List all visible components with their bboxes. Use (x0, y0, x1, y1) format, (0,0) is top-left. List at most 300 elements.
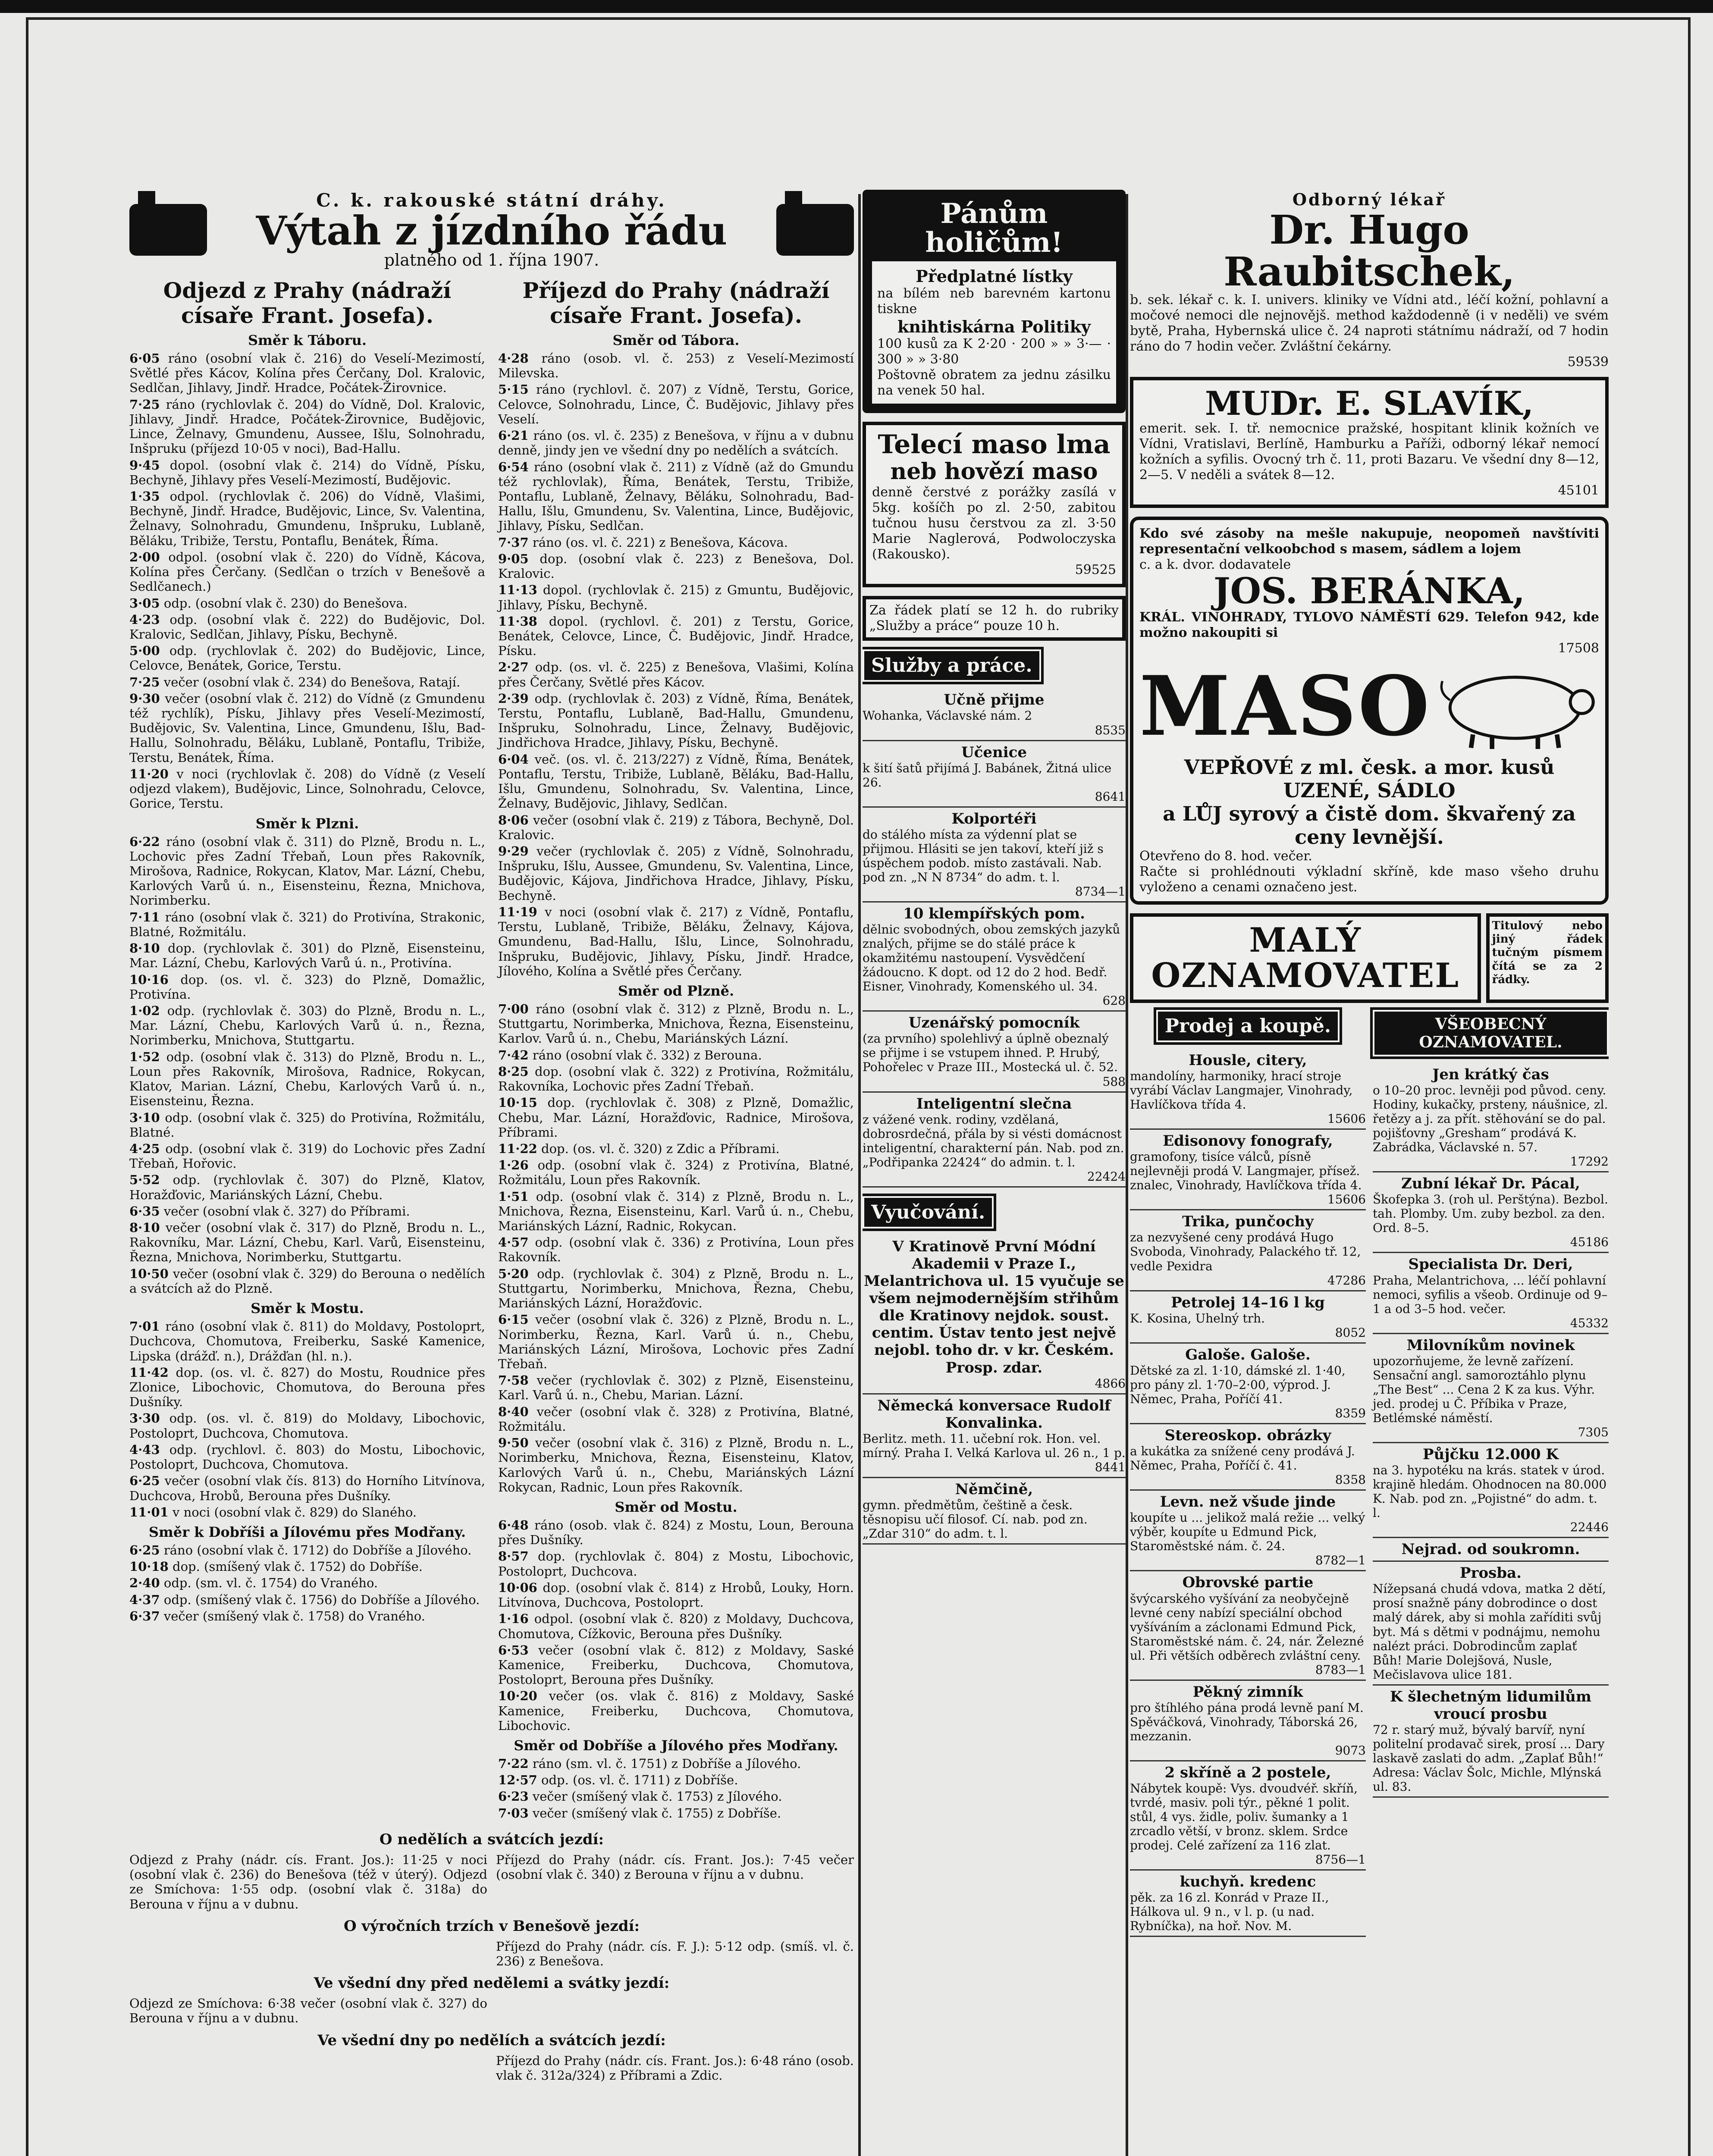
train-description: večer (rychlovlak č. 302) z Plzně, Eisensteinu, Karl. Varů ú. n., Chebu, Marian. Lázní. (498, 1373, 854, 1403)
maso-title: MASO (1139, 658, 1431, 754)
special-note-left (129, 2053, 487, 2083)
departures-title: Odjezd z Prahy (nádraží císaře Frant. Josefa). (163, 278, 452, 328)
holicum-title: Pánům holičům! (925, 197, 1063, 259)
train-time: 10·15 (498, 1095, 537, 1110)
classified-ad (1373, 1443, 1609, 1538)
classified-number: 4866 (1095, 1376, 1126, 1391)
train-time: 7·03 (498, 1805, 529, 1821)
classified-number: 7305 (1578, 1425, 1609, 1439)
doctor-text: b. sek. lékař c. k. I. univers. kliniky ve Vídni atd., léčí kožní, pohlavní a močové nemoci dle nejnovějš. method každodenně (i v neděli) ve svém bytě, Praha, Hybernská ulice č. 24 naproti státnímu nádraží, od 7 hodin ráno do 7 hodin večer. Zvláštní čekárny. (1130, 292, 1609, 354)
special-note-title: Ve všední dny po nedělích a svátcích jezdí: (317, 2031, 666, 2049)
train-description: večer (osobní vlak čís. 813) do Horního Litvínova, Duchcova, Hrobů, Berouna přes Dušníky. (129, 1473, 486, 1503)
teleci-sub: neb hovězí maso (890, 458, 1098, 485)
train-entry (498, 1643, 854, 1687)
train-time: 8·57 (498, 1549, 529, 1564)
classified-ad (1373, 1334, 1609, 1443)
classified-ad (1373, 1686, 1609, 1798)
train-description: v noci (rychlovlak č. 208) do Vídně (z Veselí odjezd vlakem), Budějovic, Lince, Solnohradu, Celovce, Gorice, Terstu. (129, 766, 486, 811)
vyucovani-label: Vyučování. (863, 1196, 994, 1228)
classified-number: 45332 (1570, 1316, 1609, 1330)
classified-ad (1130, 1571, 1366, 1680)
classified-text: za nezvyšené ceny prodává Hugo Svoboda, Vinohrady, Palackého tř. 12, vedle Pexidra (1130, 1230, 1361, 1273)
doctor-num: 59539 (1567, 354, 1609, 370)
doctor-label: Odborný lékař (1292, 190, 1446, 209)
train-time: 3·30 (129, 1411, 160, 1426)
train-description: večer (smíšený vlak č. 1758) do Vraného. (163, 1608, 425, 1623)
train-description: odp. (osobní vlak č. 222) do Budějovic, Dol. Kralovic, Sedlčan, Jihlavy, Písku, Bechyně. (129, 612, 486, 642)
classified-ad (863, 1395, 1126, 1478)
timetable-column (129, 190, 854, 2156)
train-description: ráno (os. vl. č. 235) z Benešova, v říjnu a v dubnu denně, jindy jen ve všední dny po nedělích a svátcích. (498, 428, 854, 458)
locomotive-icon (129, 204, 207, 256)
classified-number: 8641 (1095, 789, 1126, 804)
train-time: 7·00 (498, 1001, 529, 1016)
beranek-ad (1130, 517, 1609, 905)
classified-heading: Jen krátký čas (1432, 1065, 1549, 1083)
train-description: odp. (rychlovlak č. 202) do Budějovic, Lince, Celovce, Benátek, Gorice, Terstu. (129, 643, 486, 673)
prodej-column (1130, 1010, 1366, 1937)
special-note-right: Příjezd do Prahy (nádr. cís. Frant. Jos.): 7·45 večer (osobní vlak č. 340) z Berouna v říjnu a v dubnu. (496, 1852, 854, 1882)
classified-text: Wohanka, Václavské nám. 2 (863, 708, 1032, 723)
train-time: 11·13 (498, 583, 537, 598)
beranek-intro: Kdo své zásoby na mešle nakupuje, neopomeň navštíviti representační velkoobchod s masem, sádlem a lojem (1139, 526, 1599, 557)
train-description: v noci (osobní vlak č. 829) do Slaného. (173, 1504, 417, 1520)
classified-ad (1130, 1761, 1366, 1871)
classified-text: Nížepsaná chudá vdova, matka 2 dětí, prosí snažně pány dobrodince o dost malý dárek, aby si mohla zaříditi svůj byt. Má s dětmi v podnájmu, nemohu nalézt práci. Dobrodincům zaplať Bůh! Marie Dolejšová, Nusle, Mečislavova ulice 181. (1373, 1582, 1606, 1682)
train-entry (129, 489, 485, 548)
beranek-addr: KRÁL. VINOHRADY, TYLOVO NÁMĚSTÍ 629. Telefon 942, kde možno nakoupiti si (1139, 610, 1599, 641)
train-description: dop. (osobní vlak č. 322) z Protivína, Rožmitálu, Rakovníka, Lochovic přes Zadní Třebaň. (498, 1064, 854, 1094)
slavik-ad (1130, 377, 1609, 508)
train-entry (498, 1404, 854, 1434)
classified-heading: 2 skříně a 2 postele, (1164, 1764, 1331, 1781)
doctor-name: Dr. Hugo Raubitschek, (1224, 207, 1515, 295)
train-time: 6·37 (129, 1608, 160, 1623)
classified-text: o 10–20 proc. levněji pod původ. ceny. Hodiny, kukačky, prsteny, náušnice, zl. řetězy a j. za přít. stěhování se do pal. pojišťovny „Gresham“ prodává K. Zabrádka, Václavské n. 57. (1373, 1083, 1608, 1155)
train-time: 11·42 (129, 1365, 169, 1380)
classified-ad (863, 808, 1126, 903)
train-time: 6·15 (498, 1312, 529, 1327)
train-description: ráno (osob. vlak č. 824) z Mostu, Loun, Berouna přes Dušníky. (498, 1517, 854, 1548)
beranek-line2: a LŮJ syrový a čistě dom. škvařený za ceny levnější. (1163, 802, 1576, 849)
train-description: odp. (osobní vlak č. 313) do Plzně, Brodu n. L., Loun přes Rakovník, Mirošova, Radnice, Rokycan, Klatov, Marian. Lázní, Chebu, Karlových Varů ú. n., Eisensteinu, Řezna. (129, 1049, 485, 1109)
classified-heading: Milovníkům novinek (1406, 1336, 1575, 1354)
train-description: večer (smíšený vlak č. 1753) z Jílového. (532, 1789, 782, 1804)
train-time: 1·51 (498, 1189, 529, 1204)
vseobecny-column (1373, 1010, 1609, 1937)
train-description: dop. (smíšený vlak č. 1752) do Dobříše. (173, 1559, 423, 1574)
train-description: dop. (rychlovlak č. 301) do Plzně, Eisensteinu, Mar. Lázní, Chebu, Karlových Varů ú. n., Protivína. (129, 941, 485, 971)
classified-number: 8734—1 (1075, 884, 1126, 899)
train-time: 2·40 (129, 1576, 160, 1591)
train-entry (129, 675, 485, 689)
railway-name: C. k. rakouské státní dráhy. (316, 190, 667, 211)
classified-ad (1373, 1538, 1609, 1562)
train-description: dop. (rychlovlak č. 308) z Plzně, Domažlic, Chebu, Mar. Lázní, Horažďovic, Radnice, Mirošova, Příbrami. (498, 1095, 854, 1140)
train-time: 4·37 (129, 1592, 160, 1607)
classifieds-grid (1130, 1010, 1609, 1937)
train-entry (129, 1576, 485, 1590)
train-entry (129, 1365, 485, 1410)
train-description: ráno (osob. vl. č. 253) z Veselí-Mezimostí Milevska. (498, 351, 854, 381)
train-time: 6·25 (129, 1542, 160, 1557)
special-note-row (129, 1996, 854, 2027)
classified-number: 8359 (1335, 1406, 1366, 1420)
train-description: odp. (sm. vl. č. 1754) do Vraného. (163, 1576, 378, 1591)
train-time: 7·25 (129, 674, 160, 689)
train-time: 6·22 (129, 834, 160, 849)
train-description: odp. (os. vl. č. 819) do Moldavy, Libochovic, Postoloprt, Duchcova, Chomutova. (129, 1411, 486, 1441)
train-time: 10·20 (498, 1689, 537, 1704)
classified-ad (1130, 1049, 1366, 1130)
train-time: 2·27 (498, 660, 529, 675)
direction-heading: Směr od Tábora. (612, 332, 740, 348)
train-description: odp. (osobní vlak č. 325) do Protivína, Rožmitálu, Blatné. (129, 1110, 486, 1140)
holicum-note: Poštovně obratem za jednu zásilku na venek 50 hal. (877, 367, 1111, 398)
classified-heading: Stereoskop. obrázky (1164, 1426, 1331, 1444)
train-time: 4·43 (129, 1442, 160, 1457)
train-description: dopol. (osobní vlak č. 214) do Vídně, Písku, Bechyně, Jihlavy přes Veselí-Mezimostí, Budějovic. (129, 458, 485, 487)
train-entry (498, 1611, 854, 1641)
classified-heading: 10 klempířských pom. (903, 905, 1085, 923)
teleci-text: denně čerstvé z porážky zasílá v 5kg. košíčh po zl. 2·50, zabitou tučnou husu čerstvou za zl. 3·50 Marie Naglerová, Podwoloczyska (Rakousko). (872, 485, 1116, 562)
direction-heading: Směr k Mostu. (251, 1300, 364, 1317)
train-description: dopol. (rychlovl. č. 201) z Terstu, Gorice, Benátek, Celovce, Lince, Č. Budějovic, Jindř. Hradce, Písku. (498, 614, 854, 658)
holicum-printer: knihtiskárna Politiky (897, 317, 1091, 337)
classified-ad (863, 1478, 1126, 1545)
classified-heading: Učenice (961, 743, 1027, 761)
train-entry (129, 351, 485, 395)
train-time: 6·04 (498, 752, 529, 767)
classified-ad (863, 1235, 1126, 1395)
classified-text: z vážené venk. rodiny, vzdělaná, dobrosrdečná, přála by si vésti domácnost inteligentní, charakterní pán. Nab. pod zn. „Podřipanka 22424“ do admin. t. l. (863, 1112, 1124, 1169)
classified-number: 15606 (1327, 1192, 1366, 1207)
train-entry (129, 1050, 485, 1109)
direction-heading: Směr k Táboru. (248, 332, 367, 348)
classified-heading: K šlechetným lidumilům vroucí prosbu (1390, 1688, 1591, 1723)
train-time: 5·52 (129, 1172, 160, 1188)
classified-ad (1130, 1681, 1366, 1761)
train-time: 11·19 (498, 904, 537, 919)
holicum-desc: na bílém neb barevném kartonu tiskne (877, 286, 1111, 317)
train-description: večer (osobní vlak č. 329) do Berouna o nedělích a svátcích až do Plzně. (129, 1266, 485, 1296)
train-description: večer (osobní vlak č. 812) z Moldavy, Saské Kamenice, Freiberku, Duchcova, Chomutova, Postoloprt, Berouna přes Dušníky. (498, 1642, 854, 1687)
train-entry (129, 767, 485, 811)
train-description: večer (osobní vlak č. 327) do Příbrami. (163, 1203, 410, 1219)
teleci-num: 59525 (1075, 562, 1116, 578)
train-time: 11·01 (129, 1504, 169, 1520)
train-time: 10·50 (129, 1266, 169, 1281)
train-description: večer (osobní vlak č. 212) do Vídně (z Gmundenu též rychlík), Písku, Jihlavy přes Veselí-Mezimostí, Budějovic, Sv. Valentina, Lince, Gmundenu, Išlu, Bad-Hallu, Solnohradu, Běláku, Lublaně, Pontaflu, Tribiže, Terstu, Benátek, Říma. (129, 691, 485, 765)
locomotive-icon (776, 204, 854, 256)
train-time: 5·20 (498, 1266, 529, 1281)
special-note-left: Odjezd z Prahy (nádr. cís. Frant. Jos.): 11·25 v noci (osobní vlak č. 236) do Benešova (též v úterý). Odjezd ze Smíchova: 1·55 odp. (osobní vlak č. 318a) do Berouna v říjnu a v dubnu. (129, 1852, 487, 1912)
train-time: 10·06 (498, 1580, 537, 1595)
train-description: ráno (rychlovlak č. 204) do Vídně, Dol. Kralovic, Jihlavy, Jindř. Hradce, Počátek-Žirovnice, Budějovic, Lince, Želnavy, Gmundenu, Aussee, Išlu, Solnohradu, Inšpruku (příjezd 10·05 v noci), Bad-Hallu. (129, 397, 485, 456)
train-entry (498, 1312, 854, 1371)
slavik-text: emerit. sek. I. tř. nemocnice pražské, hospitant klinik kožních ve Vídni, Vratislavi, Berlíně, Hamburku a Paříži, odborný lékař nemocí kožních a syfilis. Ovocný trh č. 11, proti Bazaru. Ve všední dny 8—12, 2—5. V neděli a svátek 8—12. (1139, 420, 1599, 483)
train-description: ráno (sm. vl. č. 1751) z Dobříše a Jílového. (532, 1756, 801, 1771)
train-time: 7·22 (498, 1756, 529, 1771)
classified-ad (1373, 1253, 1609, 1334)
train-description: večer (os. vlak č. 816) z Moldavy, Saské Kamenice, Freiberku, Duchcova, Chomutova, Libochovic. (498, 1689, 854, 1733)
classified-heading: Učně přijme (944, 691, 1045, 709)
classified-text: K. Kosina, Uhelný trh. (1130, 1311, 1265, 1326)
direction-heading: Směr od Dobříše a Jílového přes Modřany. (514, 1737, 838, 1754)
maly-header (1130, 913, 1609, 1003)
classified-text: pro štíhlého pána prodá levně paní M. Spěváčková, Vinohrady, Táborská 26, mezzanin. (1130, 1700, 1364, 1743)
train-description: odpol. (rychlovlak č. 206) do Vídně, Vlašimi, Bechyně, Jindř. Hradce, Budějovic, Lince, Sv. Valentina, Želnavy, Solnohradu, Gmundenu, Inšpruku, Lublaně, Běláku, Tribiže, Terstu, Pontaflu, Benátek, Říma. (129, 489, 485, 548)
train-entry (498, 1002, 854, 1046)
train-time: 8·10 (129, 941, 160, 956)
train-description: odpol. (osobní vlak č. 220) do Vídně, Kácova, Kolína přes Čerčany. (Sedlčan o trzích v Benešově a Sedlčanech.) (129, 549, 485, 594)
train-description: ráno (osobní vlak č. 311) do Plzně, Brodu n. L., Lochovic přes Zadní Třebaň, Loun přes Rakovník, Mirošova, Radnice, Rokycan, Klatov, Mar. Lázní, Chebu, Karlových Varů ú. n., Eisensteinu, Řezna, Mnichova, Norimberku. (129, 834, 485, 908)
special-note-title: O nedělích a svátcích jezdí: (379, 1830, 604, 1848)
classified-text: dělnic svobodných, obou zemských jazyků znalých, přijme se do stálé práce k okamžitému nastoupení. Vysvědčení žádoucno. K dopt. od 12 do 2 hod. Bedř. Eisner, Vinohrady, Komenského ul. 34. (863, 922, 1120, 994)
beranek-name: JOS. BERÁNKA, (1213, 570, 1525, 612)
train-entry (498, 535, 854, 550)
train-time: 8·40 (498, 1404, 529, 1419)
classified-heading: Prosba. (1460, 1564, 1522, 1582)
train-entry (129, 1442, 485, 1472)
train-time: 6·21 (498, 428, 529, 443)
timetable-valid: platného od 1. října 1907. (384, 251, 599, 270)
classified-number: 8535 (1095, 723, 1126, 737)
train-entry (129, 397, 485, 456)
train-entry (129, 1411, 485, 1440)
classified-ad (863, 1012, 1126, 1092)
direction-heading: Směr k Dobříši a Jílovému přes Modřany. (148, 1523, 466, 1540)
train-entry (129, 1505, 485, 1520)
train-time: 6·54 (498, 459, 529, 474)
train-entry (498, 1189, 854, 1234)
classified-text: gramofony, tisíce válců, písně nejlevněji prodá V. Langmajer, přísež. znalec, Vinohrady, Havlíčkova třída 4. (1130, 1150, 1362, 1193)
classified-number: 628 (1102, 993, 1126, 1008)
classified-number: 8782—1 (1315, 1553, 1366, 1568)
train-time: 1·02 (129, 1003, 160, 1018)
classified-text: Praha, Melantrichova, ... léčí pohlavní nemoci, syfilis a všeob. Ordinuje od 9–1 a od 3–5 hod. večer. (1373, 1273, 1608, 1316)
train-description: ráno (osobní vlak č. 216) do Veselí-Mezimostí, Světlé přes Kácov, Kolína přes Čerčany, Dol. Kralovic, Sedlčan, Jihlavy, Jindř. Hradce, Počátek-Žirovnice. (129, 351, 485, 395)
right-ad-column (1130, 190, 1609, 2156)
train-description: odp. (rychlovlak č. 307) do Plzně, Klatov, Horažďovic, Mariánských Lázní, Chebu. (129, 1172, 485, 1202)
train-description: več. (os. vl. č. 213/227) z Vídně, Říma, Benátek, Pontaflu, Terstu, Tribiže, Lublaně, Běláku, Bad-Hallu, Išlu, Gmundenu, Solnohradu, Sv. Valentina, Lince, Želnavy, Budějovic, Jihlavy, Sedlčan. (498, 752, 854, 811)
train-entry (498, 428, 854, 458)
train-description: odp. (rychlovl. č. 803) do Mostu, Libochovic, Postoloprt, Duchcova, Chomutova. (129, 1442, 486, 1472)
departures-column (129, 278, 485, 1822)
arrivals-title: Příjezd do Prahy (nádraží císaře Frant. Josefa). (522, 278, 830, 328)
classified-heading: Housle, citery, (1189, 1051, 1307, 1069)
train-description: ráno (os. vl. č. 221) z Benešova, Kácova. (532, 535, 788, 550)
classified-text: upozorňujeme, že levně zařízení. Sensační angl. samoroztáhlo plynu „The Best“ ... Cena 2 K za kus. Výhr. jed. prodej u Č. Příbika v Praze, Betlémské náměstí. (1373, 1354, 1595, 1425)
timetable-title: Výtah z jízdního řádu (256, 207, 728, 254)
train-entry (129, 458, 485, 487)
holicum-sub: Předplatné lístky (916, 266, 1073, 286)
train-description: odp. (rychlovlak č. 304) z Plzně, Brodu n. L., Stuttgartu, Norimberku, Mnichova, Řezna, Chebu, Mariánských Lázní, Horažďovic. (498, 1266, 854, 1311)
special-note-title: O výročních trzích v Benešově jezdí: (343, 1917, 640, 1935)
classified-ad (1130, 1291, 1366, 1344)
train-entry (498, 1435, 854, 1495)
train-entry (129, 1204, 485, 1219)
maly-right-box (1486, 913, 1609, 1003)
top-edge (0, 0, 1713, 13)
train-entry (498, 460, 854, 533)
classified-number: 8052 (1335, 1325, 1366, 1340)
direction-heading: Směr od Mostu. (615, 1498, 737, 1515)
classified-ad (1130, 1344, 1366, 1424)
train-time: 8·06 (498, 812, 529, 827)
classified-heading: Obrovské partie (1182, 1574, 1314, 1592)
train-description: odp. (smíšený vlak č. 1756) do Dobříše a Jílového. (163, 1592, 480, 1607)
train-description: večer (osobní vlak č. 328) z Protivína, Blatné, Rožmitálu. (498, 1404, 854, 1434)
train-entry (498, 614, 854, 658)
train-entry (129, 612, 485, 642)
train-entry (498, 813, 854, 842)
classified-number: 8441 (1095, 1460, 1126, 1474)
classified-number: 22446 (1570, 1520, 1609, 1535)
classified-text: 72 r. starý muž, bývalý barvíř, nyní politelní prodavač sirek, prosí ... Dary laskavě zaslati do adm. „Zaplať Bůh!“ Adresa: Václav Šolc, Michle, Mlýnská ul. 83. (1373, 1722, 1605, 1794)
train-time: 7·58 (498, 1373, 529, 1388)
special-note-right (496, 1996, 854, 2025)
train-entry (498, 583, 854, 612)
train-entry (129, 1543, 485, 1557)
train-entry (129, 834, 485, 908)
classified-heading: Levn. než všude jinde (1160, 1493, 1336, 1511)
train-time: 7·01 (129, 1319, 160, 1334)
train-description: ráno (osobní vlak č. 211) z Vídně (až do Gmundu též rychlovlak), Říma, Benátek, Terstu, Tribiže, Pontaflu, Lublaně, Želnavy, Běláku, Solnohradu, Bad-Hallu, Išlu, Gmundenu, Sv. Valentina, Lince, Budějovic, Jihlavy, Písku, Sedlčan. (498, 459, 854, 533)
vyucovani-list (863, 1235, 1126, 1545)
train-entry (498, 1806, 854, 1821)
train-entry (498, 1580, 854, 1610)
train-time: 4·28 (498, 351, 529, 366)
special-note-left: Odjezd ze Smíchova: 6·38 večer (osobní vlak č. 327) do Berouna v říjnu a v dubnu. (129, 1996, 487, 2026)
slavik-name: MUDr. E. SLAVÍK, (1205, 384, 1534, 423)
classified-heading: Nejrad. od soukromn. (1401, 1541, 1580, 1558)
train-time: 7·25 (129, 397, 160, 412)
classified-ad (863, 1093, 1126, 1188)
maly-left-text: Za řádek platí se 12 h. do rubriky „Služby a práce“ pouze 10 h. (869, 603, 1119, 634)
train-description: odp. (osobní vlak č. 336) z Protivína, Loun přes Rakovník. (498, 1235, 854, 1265)
train-entry (129, 972, 485, 1002)
beranek-open: Otevřeno do 8. hod. večer. (1139, 849, 1312, 864)
classified-heading: V Kratinově První Módní Akademii v Praze I., Melantrichova ul. 15 vyučuje se všem nejmodernějším střihům dle Kratinovy nejdok. soust. centim. Ústav tento jest nejvě nejobl. toho dr. v kr. Českém. Prosp. zdar. (864, 1238, 1124, 1376)
train-entry (129, 1003, 485, 1048)
train-time: 6·35 (129, 1203, 160, 1219)
train-time: 2·00 (129, 549, 160, 564)
direction-heading: Směr k Plzni. (255, 815, 359, 832)
classified-number: 8358 (1335, 1473, 1366, 1487)
train-time: 9·29 (498, 844, 529, 859)
classified-number: 8756—1 (1315, 1852, 1366, 1867)
classified-ad (1373, 1562, 1609, 1685)
holicum-inner (872, 261, 1116, 404)
train-time: 8·25 (498, 1064, 529, 1079)
train-entry (498, 1158, 854, 1187)
train-entry (129, 1110, 485, 1140)
classified-text: do stálého místa za výdenní plat se přijmou. Hlásiti se jen takoví, kteří již s úspěchem podob. místo zastávali. Nab. pod zn. „N N 8734“ do adm. t. l. (863, 827, 1104, 884)
vseobecny-label: VŠEOBECNÝ OZNAMOVATEL. (1373, 1010, 1609, 1056)
classified-heading: Zubní lékař Dr. Pácal, (1401, 1175, 1580, 1193)
column-divider (1126, 194, 1128, 2156)
classified-number: 22424 (1087, 1169, 1126, 1184)
train-entry (498, 844, 854, 903)
train-entry (129, 1559, 485, 1574)
direction-heading: Směr od Plzně. (618, 982, 734, 999)
train-time: 1·52 (129, 1049, 160, 1064)
train-time: 10·16 (129, 972, 169, 987)
train-description: v noci (osobní vlak č. 217) z Vídně, Pontaflu, Terstu, Lublaně, Tribiže, Běláku, Želnavy, Kájova, Gmundenu, Bad-Hallu, Išlu, Lince, Solnohradu, Inšpruku, Budějovic, Jihlavy, Písku, Jindř. Hradce, Jílového, Kolína a Světlé přes Čerčany. (498, 904, 854, 978)
classified-text: mandolíny, harmoniky, hrací stroje vyrábí Václav Langmajer, Vinohrady, Havlíčkova třída 4. (1130, 1069, 1353, 1112)
train-description: odp. (os. vl. č. 225) z Benešova, Vlašimi, Kolína přes Čerčany, Světlé přes Kácov. (498, 660, 854, 689)
train-time: 12·57 (498, 1773, 537, 1788)
prodej-label: Prodej a koupě. (1156, 1010, 1340, 1042)
timetable-body (129, 278, 854, 1822)
train-entry (498, 1266, 854, 1311)
train-description: odp. (osobní vlak č. 319) do Lochovic přes Zadní Třebaň, Hořovic. (129, 1141, 486, 1171)
train-description: dop. (os. vl. č. 323) do Plzně, Domažlic, Protivína. (129, 972, 485, 1002)
train-description: ráno (osobní vlak č. 321) do Protivína, Strakonic, Blatné, Rožmitálu. (129, 909, 486, 939)
train-description: odp. (osobní vlak č. 314) z Plzně, Brodu n. L., Mnichova, Řezna, Eisensteinu, Karl. Varů ú. n., Chebu, Mariánských Lázní, Radnic, Rokycan. (498, 1189, 854, 1234)
special-note-row (129, 2053, 854, 2084)
classified-text: na 3. hypotéku na krás. statek v úrod. krajině hledám. Ohodnocen na 80.000 K. Nab. pod zn. „Pojistné“ do adm. t. l. (1373, 1463, 1607, 1520)
train-entry (129, 596, 485, 611)
classified-text: gymn. předmětům, češtině a česk. těsnopisu učí filosof. Cí. nab. pod zn. „Zdar 310“ do adm. t. l. (863, 1498, 1088, 1541)
train-time: 9·45 (129, 458, 160, 473)
train-time: 11·38 (498, 614, 537, 629)
train-time: 5·00 (129, 643, 160, 658)
train-description: odp. (rychlovlak č. 303) do Plzně, Brodu n. L., Mar. Lázní, Chebu, Karlových Varů ú. n., Řezna, Norimberku, Mnichova, Stuttgartu. (129, 1003, 485, 1048)
classified-text: (za prvního) spolehlivý a úplně obeznalý se přijme i se vstupem ihned. P. Hrubý, Pohořelec v Praze III., Mostecká ul. č. 52. (863, 1031, 1118, 1075)
train-entry (498, 351, 854, 380)
train-description: večer (osobní vlak č. 234) do Benešova, Ratají. (163, 674, 461, 689)
train-entry (498, 1789, 854, 1804)
train-entry (498, 1095, 854, 1140)
train-time: 3·05 (129, 595, 160, 611)
classified-heading: Galoše. Galoše. (1185, 1346, 1311, 1363)
classified-text: Dětské za zl. 1·10, dámské zl. 1·40, pro pány zl. 1·70–2·00, výprod. J. Němec, Praha, Poříčí 41. (1130, 1363, 1346, 1406)
classified-number: 9073 (1335, 1743, 1366, 1758)
beranek-num: 17508 (1558, 641, 1599, 656)
train-entry (129, 910, 485, 939)
classified-heading: Německá konversace Rudolf Konvalinka. (877, 1397, 1111, 1432)
train-time: 4·25 (129, 1141, 160, 1156)
train-entry (129, 1141, 485, 1171)
classified-heading: Půjčku 12.000 K (1423, 1445, 1559, 1463)
train-time: 9·05 (498, 551, 529, 566)
classified-heading: Němčině, (955, 1481, 1033, 1498)
classified-ad (1373, 1063, 1609, 1172)
doctor-ad (1130, 190, 1609, 370)
classified-ad (1130, 1491, 1366, 1571)
train-time: 5·15 (498, 382, 529, 397)
classified-ad (1130, 1424, 1366, 1491)
train-entry (498, 552, 854, 581)
train-time: 1·35 (129, 489, 160, 504)
sluzby-list (863, 689, 1126, 1187)
train-entry (129, 1592, 485, 1607)
classified-heading: Petrolej 14–16 l kg (1171, 1294, 1325, 1311)
classified-number: 47286 (1327, 1273, 1366, 1288)
train-time: 11·22 (498, 1141, 537, 1156)
teleci-title: Telecí maso lma (878, 429, 1111, 460)
holicum-ad (863, 190, 1126, 413)
train-description: ráno (osobní vlak č. 312) z Plzně, Brodu n. L., Stuttgartu, Norimberka, Mnichova, Řezna, Eisensteinu, Karlov. Varů ú. n., Chebu, Mariánských Lázní. (498, 1001, 854, 1046)
train-entry (129, 1609, 485, 1623)
classified-text: Berlitz. meth. 11. učební rok. Hon. vel. mírný. Praha I. Velká Karlova ul. 26 n., 1 p. (863, 1431, 1126, 1460)
beranek-note: Račte si prohlédnouti výkladní skříně, kde maso všeho druhu vyloženo a cenami označeno jest. (1139, 864, 1599, 895)
beranek-line1: VEPŘOVÉ z ml. česk. a mor. kusů UZENÉ, SÁDLO (1184, 755, 1555, 802)
train-entry (498, 1048, 854, 1062)
train-entry (498, 1773, 854, 1787)
